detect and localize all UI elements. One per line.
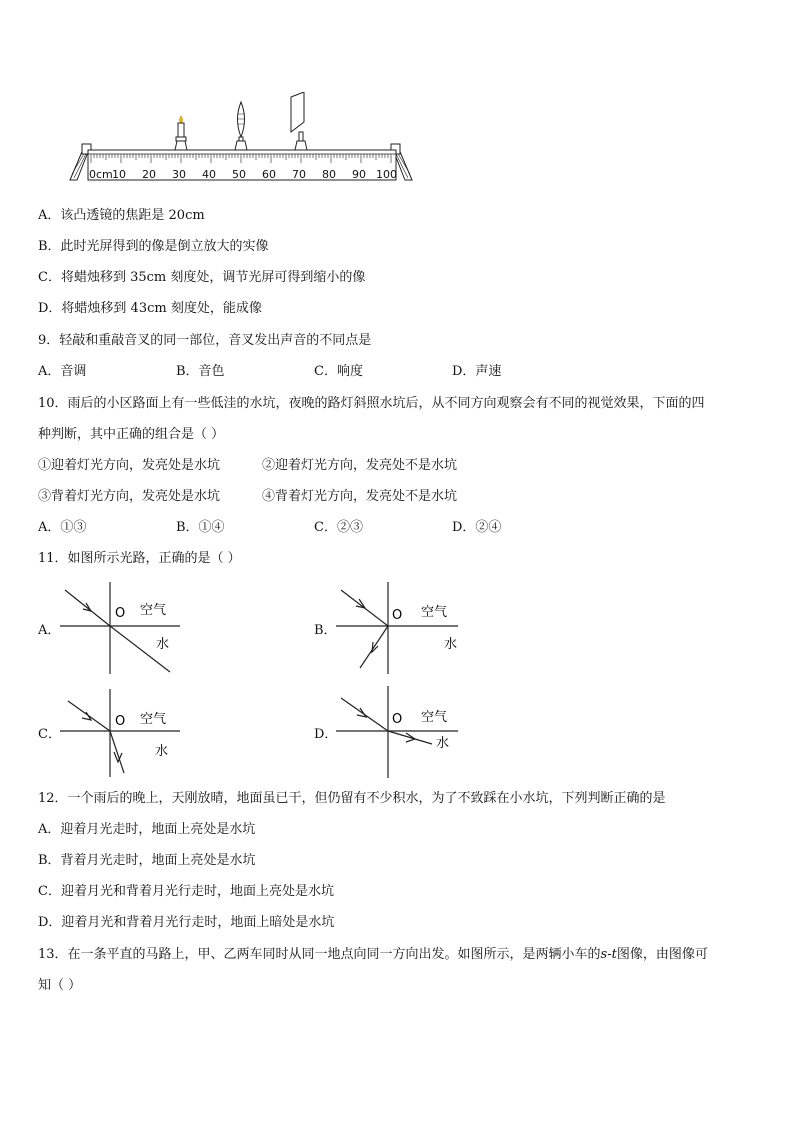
q11-figure-d [336, 686, 466, 778]
q11-figure-d-label: D． [314, 727, 338, 742]
tick-label-90: 90 [352, 168, 366, 181]
q10-option-b: B．①④ [176, 520, 225, 535]
q11-b-water: 水 [444, 637, 458, 652]
q13-stem-var: s-t [600, 947, 617, 962]
q8-option-c: C．将蜡烛移到 35cm 刻度处，调节光屏可得到缩小的像 [38, 270, 366, 285]
q11-a-water: 水 [156, 637, 170, 652]
tick-label-60: 60 [262, 168, 276, 181]
q11-figure-a [60, 582, 190, 674]
candle [175, 116, 187, 150]
q8-option-d: D．将蜡烛移到 43cm 刻度处，能成像 [38, 301, 262, 316]
optical-bench-figure [60, 92, 425, 187]
tick-label-0: 0cm [89, 168, 113, 181]
q10-option-c: C．②③ [314, 520, 363, 535]
q13-stem-line1 [38, 946, 708, 964]
q9-option-c: C．响度 [314, 364, 363, 379]
q10-statement-1: ①迎着灯光方向，发亮处是水坑 [38, 458, 221, 473]
q11-figure-b [336, 582, 466, 674]
q10-option-a: A．①③ [38, 520, 87, 535]
q11-figure-c-label: C． [38, 727, 61, 742]
convex-lens [235, 102, 247, 150]
q13-stem-post: 图像，由图像可 [616, 947, 708, 962]
tick-label-80: 80 [322, 168, 336, 181]
light-screen [291, 92, 307, 150]
q11-d-air: 空气 [421, 710, 448, 725]
q13-stem-pre: 13．在一条平直的马路上，甲、乙两车同时从同一地点向同一方向出发。如图所示，是两辆小车的 [38, 947, 601, 962]
q9-option-a: A．音调 [38, 364, 87, 379]
tick-label-20: 20 [142, 168, 156, 181]
q12-option-a: A．迎着月光走时，地面上亮处是水坑 [38, 822, 256, 837]
tick-label-70: 70 [292, 168, 306, 181]
q9-stem: 9．轻敲和重敲音叉的同一部位，音叉发出声音的不同点是 [38, 333, 372, 348]
tick-label-30: 30 [172, 168, 186, 181]
q11-figure-c [60, 689, 190, 777]
q11-d-point: O [392, 712, 403, 727]
tick-label-10: 10 [112, 168, 126, 181]
q12-stem: 12．一个雨后的晚上，天刚放晴，地面虽已干，但仍留有不少积水，为了不致踩在小水坑，下列判断正确的是 [38, 791, 666, 806]
q11-figure-b-label: B． [314, 623, 337, 638]
q9-option-b: B．音色 [176, 364, 225, 379]
q10-statement-4: ④背着灯光方向，发亮处不是水坑 [262, 489, 458, 504]
q8-option-a: A．该凸透镜的焦距是 20cm [38, 208, 205, 223]
q12-option-d: D．迎着月光和背着月光行走时，地面上暗处是水坑 [38, 915, 335, 930]
q11-c-point: O [115, 714, 126, 729]
q11-c-water: 水 [155, 744, 169, 759]
tick-label-50: 50 [232, 168, 246, 181]
q10-statement-3: ③背着灯光方向，发亮处是水坑 [38, 489, 221, 504]
q11-figure-a-label: A． [38, 623, 61, 638]
q11-a-point: O [115, 606, 126, 621]
q10-stem-line1: 10．雨后的小区路面上有一些低洼的水坑，夜晚的路灯斜照水坑后，从不同方向观察会有不同的视觉效果，下面的四 [38, 396, 705, 411]
q11-stem: 11．如图所示光路，正确的是（ ） [38, 551, 241, 566]
q12-option-b: B．背着月光走时，地面上亮处是水坑 [38, 853, 256, 868]
q10-stem-line2: 种判断，其中正确的组合是（ ） [38, 427, 225, 442]
q11-b-point: O [392, 608, 403, 623]
q10-statement-2: ②迎着灯光方向，发亮处不是水坑 [262, 458, 458, 473]
q11-a-air: 空气 [140, 603, 167, 618]
tick-label-100: 100 [376, 168, 397, 181]
q11-c-air: 空气 [140, 712, 167, 727]
q13-stem-line2: 知（ ） [38, 978, 82, 993]
q10-option-d: D．②④ [452, 520, 502, 535]
tick-label-40: 40 [202, 168, 216, 181]
q12-option-c: C．迎着月光和背着月光行走时，地面上亮处是水坑 [38, 884, 334, 899]
q8-option-b: B．此时光屏得到的像是倒立放大的实像 [38, 239, 269, 254]
q11-b-air: 空气 [421, 605, 448, 620]
q11-d-water: 水 [436, 736, 450, 751]
q9-option-d: D．声速 [452, 364, 502, 379]
